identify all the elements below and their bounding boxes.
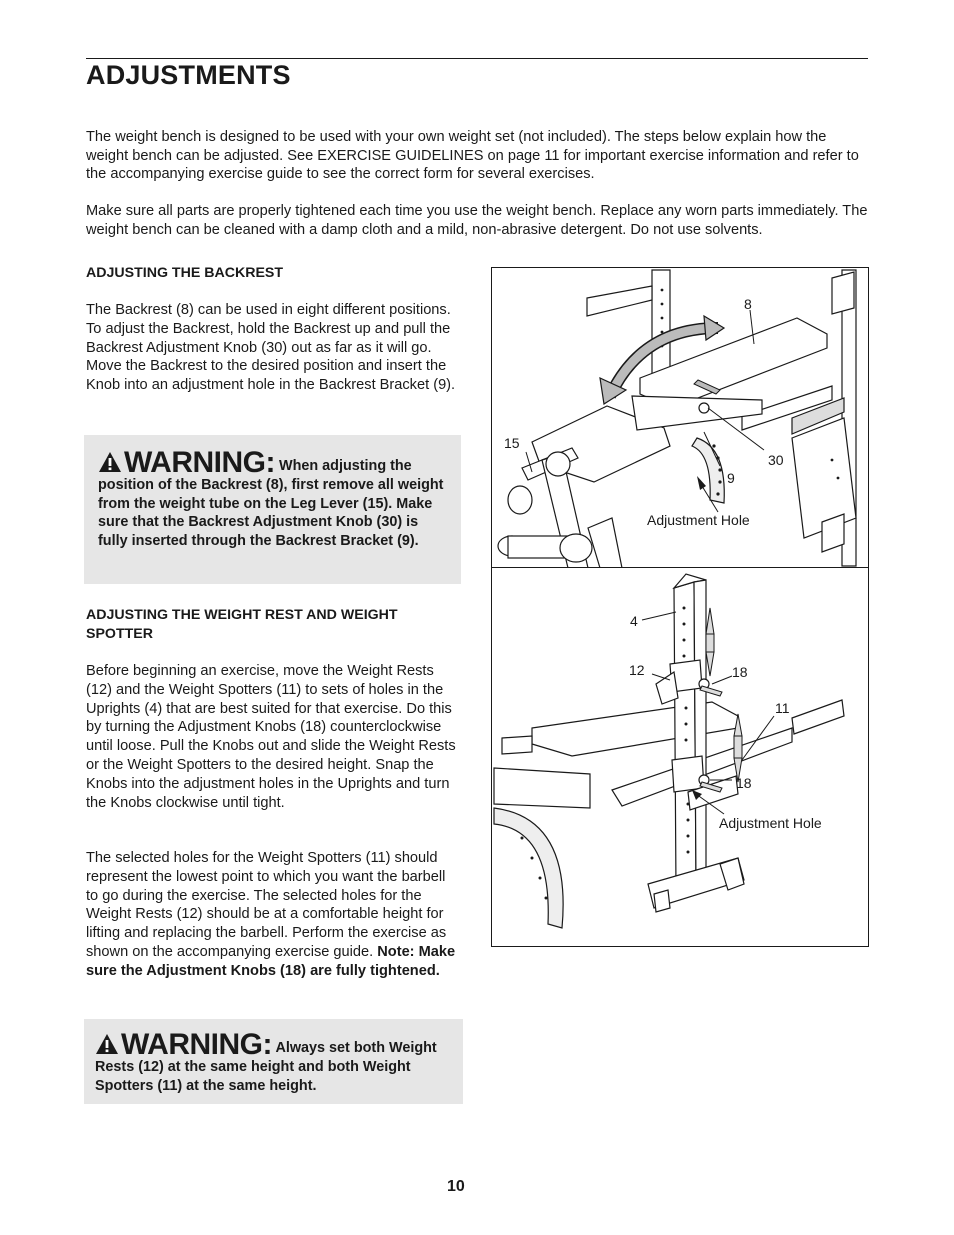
label-adjustment-hole: Adjustment Hole [719,815,822,831]
backrest-instructions: The Backrest (8) can be used in eight different positions. To adjust the Backrest, hold the Backrest up and pull the Backrest Adjustment Knob (30) out as far as it will go. Move the Backrest to the desired position and insert the Knob into an adjustment hole in the Backrest Bracket (9). [86,302,456,394]
label-backrest-8: 8 [744,296,752,312]
weight-rest-instructions: Before beginning an exercise, move the Weight Rests (12) and the Weight Spotters (11) to sets of holes in the Uprights (4) that are best suited for that exercise. Do this by turning the Adjustment Knobs (18) counterclockwise until loose. Pull the Knobs out and slide the Weight Rests or the Weight Spotters to the desired height. Snap the Knobs into the adjustment holes in the Uprights and turn the Knobs clockwise until tight. [86,663,456,811]
warning-triangle-icon [98,451,122,473]
warning-word: WARNING: [124,446,275,479]
intro-paragraph-1: The weight bench is designed to be used with your own weight set (not included). The steps below explain how the weight bench can be adjusted. See EXERCISE GUIDELINES on page 11 for important exercise information and refer to the accompanying exercise guide to see the correct form for several exercises. [86,129,859,183]
page-number: 10 [447,1178,465,1195]
label-bracket-9: 9 [727,470,735,486]
warning-triangle-icon [95,1033,119,1055]
tightening-note: Note: Make sure the Adjustment Knobs (18) are fully tightened. [86,943,456,979]
weight-spotter-text: The selected holes for the Weight Spotters (11) should represent the lowest point to which you want the barbell to go during the exercise. The selected holes for the Weight Rests (12) should be at a comfortable height for lifting and replacing the barbell. Perform the exercise as shown on the accompanying exercise guide. [86,850,447,960]
top-rule [86,58,868,59]
weight-rest-warning-text: Always set both Weight Rests (12) at the same height and both Weight Spotters (11) at the same height. [95,1040,437,1094]
warning-word: WARNING: [121,1028,272,1061]
upright-drawing [492,568,868,946]
label-knob-18-bottom: 18 [736,775,752,791]
page-title: ADJUSTMENTS [86,60,291,90]
weight-spotter-instructions [86,849,458,981]
intro-paragraph-2: Make sure all parts are properly tightened each time you use the weight bench. Replace any worn parts immediately. The weight bench can be cleaned with a damp cloth and a mild, non-abrasive detergent. Do not use solvents. [86,203,868,238]
label-spotter-11: 11 [775,700,790,716]
label-knob-30: 30 [768,452,784,468]
backrest-warning-box [84,435,461,584]
label-upright-4: 4 [630,613,638,629]
weight-rest-heading: ADJUSTING THE WEIGHT REST AND WEIGHT SPOTTER [86,607,398,642]
weight-rest-illustration [491,567,869,947]
weight-rest-warning-box [84,1019,463,1104]
label-leg-lever-15: 15 [504,435,520,451]
backrest-illustration [491,267,869,569]
label-adjustment-hole: Adjustment Hole [647,512,750,528]
label-knob-18-top: 18 [732,664,748,680]
label-weight-rest-12: 12 [629,662,645,678]
backrest-heading: ADJUSTING THE BACKREST [86,265,284,281]
backrest-warning-text: When adjusting the position of the Backrest (8), first remove all weight from the weight tube on the Leg Lever (15). Make sure that the Backrest Adjustment Knob (30) is fully inserted through the Backrest Bracket (9). [98,458,444,550]
